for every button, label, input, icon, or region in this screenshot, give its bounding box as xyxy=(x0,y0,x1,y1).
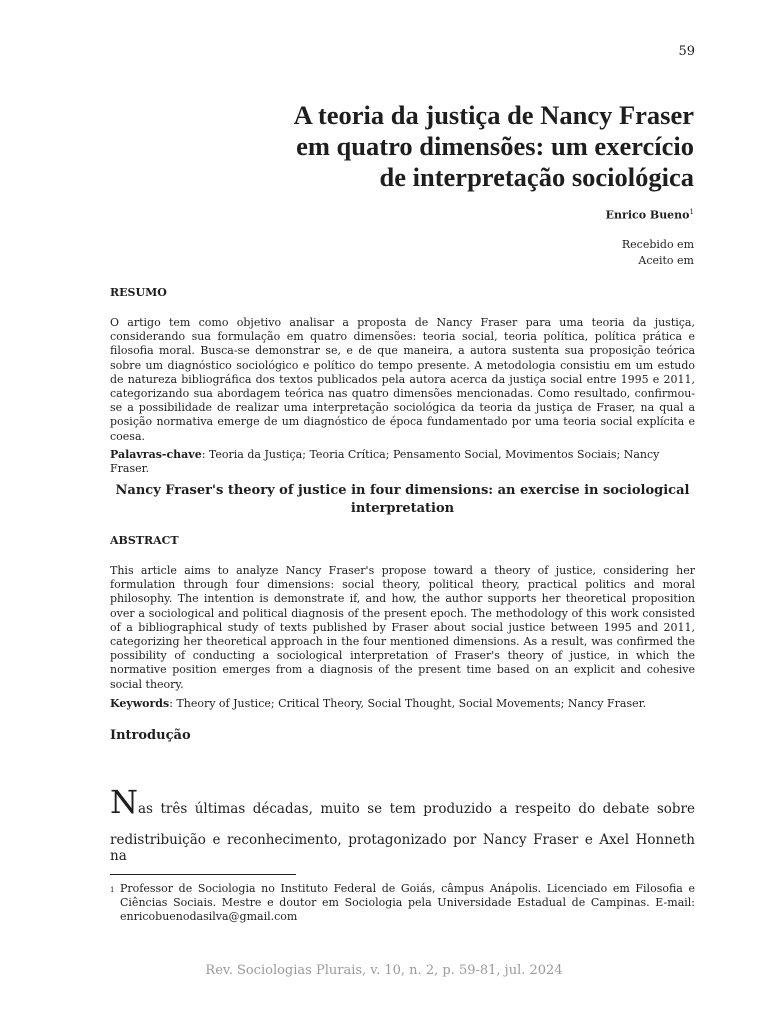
body-line xyxy=(110,783,695,821)
title-line: A teoria da justiça de Nancy Fraser xyxy=(293,100,694,130)
resumo-text: O artigo tem como objetivo analisar a proposta de Nancy Fraser para uma teoria da justiça, considerando sua formulação em quatro dimensões: teoria social, teoria política, política prática e filosofia moral. Busca-se demonstrar se, e de que maneira, a autora sustenta sua proposição teórica sobre um diagnóstico sociológico e político do tempo presente. A metodologia consistiu em um estudo de natureza bibliográfica dos textos publicados pela autora acerca da justiça social entre 1995 e 2011, categorizando sua abordagem teórica nas quatro dimensões mencionadas. Como resultado, confirmou-se a possibilidade de realizar uma interpretação sociológica da teoria da justiça de Fraser, na qual a posição normativa emerge de um diagnóstico de época fundamentado por uma teoria social explícita e coesa. xyxy=(110,316,695,443)
body-line-text: as três últimas décadas, muito se tem produzido a respeito do debate sobre xyxy=(138,801,695,817)
keywords-label: Palavras-chave xyxy=(110,448,202,461)
resumo-heading: RESUMO xyxy=(110,286,167,299)
keywords-list: : Teoria da Justiça; Teoria Crítica; Pensamento Social, Movimentos Sociais; Nancy Fraser. xyxy=(110,448,660,476)
body-line: redistribuição e reconhecimento, protagonizado por Nancy Fraser e Axel Honneth na xyxy=(110,832,695,864)
footnote-separator xyxy=(110,874,296,875)
introduction-heading: Introdução xyxy=(110,728,191,743)
author-line xyxy=(606,208,694,222)
footnote xyxy=(110,882,695,925)
keywords-label: Keywords xyxy=(110,697,170,710)
dates-block xyxy=(622,237,694,269)
keywords-list: : Theory of Justice; Critical Theory, Social Thought, Social Movements; Nancy Fraser. xyxy=(169,697,647,710)
drop-cap: N xyxy=(110,783,138,821)
footnote-mark: 1 xyxy=(110,886,115,894)
accepted-date: Aceito em xyxy=(638,254,694,267)
author-footnote-mark[interactable]: 1 xyxy=(689,208,694,216)
title-line: de interpretação sociológica xyxy=(379,162,694,192)
abstract-heading: ABSTRACT xyxy=(110,534,179,547)
abstract-keywords xyxy=(110,697,695,711)
title-line: em quatro dimensões: um exercício xyxy=(296,131,694,161)
english-title: Nancy Fraser's theory of justice in four dimensions: an exercise in sociological interpretation xyxy=(115,483,690,516)
resumo-keywords xyxy=(110,448,695,476)
article-title xyxy=(174,100,694,193)
received-date: Recebido em xyxy=(621,238,694,251)
journal-footer: Rev. Sociologias Plurais, v. 10, n. 2, p. 59-81, jul. 2024 xyxy=(205,963,563,978)
author-name: Enrico Bueno xyxy=(605,208,690,222)
abstract-text: This article aims to analyze Nancy Fraser's propose toward a theory of justice, considering her formulation through four dimensions: social theory, political theory, practical politics and moral philosophy. The intention is demonstrate if, and how, the author supports her theoretical proposition over a sociological and political diagnosis of the present epoch. The methodology of this work consisted of a bibliographical study of texts published by Fraser about social justice between 1995 and 2011, categorizing her theoretical approach in the four mentioned dimensions. As a result, was confirmed the possibility of conducting a sociological interpretation of Fraser's theory of justice, in which the normative position emerges from a diagnosis of the present time based on an explicit and cohesive social theory. xyxy=(110,564,695,691)
footnote-text: Professor de Sociologia no Instituto Federal de Goiás, câmpus Anápolis. Licenciado em Filosofia e Ciências Sociais. Mestre e doutor em Sociologia pela Universidade Estadual de Campinas. E-mail: enricobuenodasilva@gmail.com xyxy=(120,882,695,924)
page-number: 59 xyxy=(678,44,695,59)
